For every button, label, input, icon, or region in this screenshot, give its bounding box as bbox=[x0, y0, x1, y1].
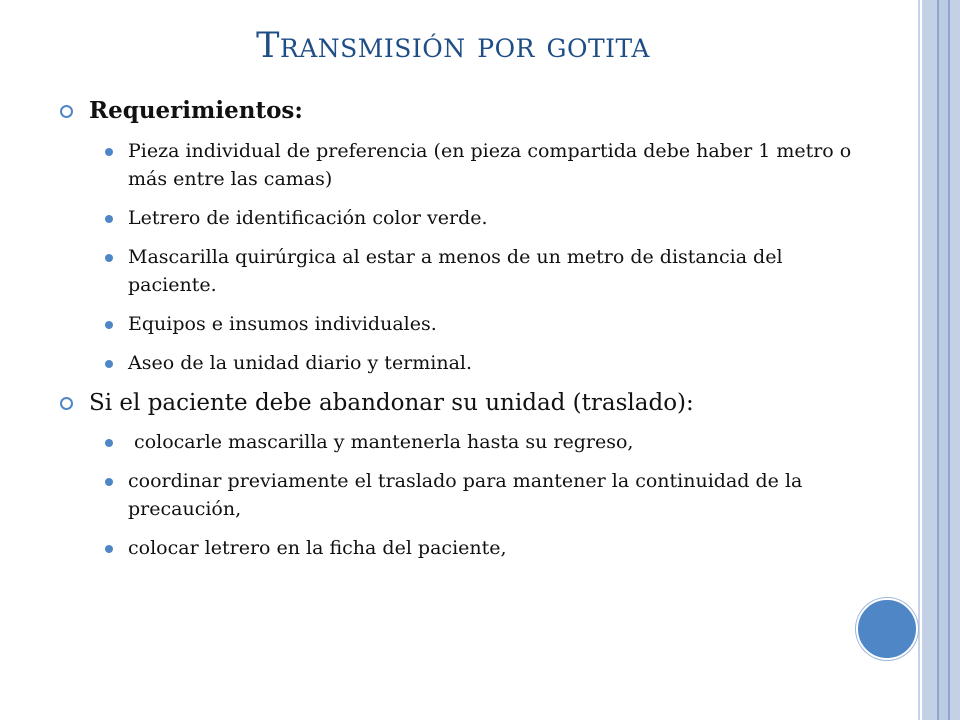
list-item-text: colocar letrero en la ficha del paciente, bbox=[128, 537, 507, 559]
dot-bullet-icon bbox=[105, 478, 113, 486]
dot-bullet-icon bbox=[105, 545, 113, 553]
dot-bullet-icon bbox=[105, 321, 113, 329]
dot-bullet-icon bbox=[105, 254, 113, 262]
list-item-text: Pieza individual de preferencia (en pieza compartida debe haber 1 metro o más entre las camas) bbox=[128, 140, 852, 190]
dot-bullet-icon bbox=[105, 215, 113, 223]
list-item-text: colocarle mascarilla y mantenerla hasta su regreso, bbox=[128, 431, 634, 453]
slide-title: Transmisión por gotita bbox=[256, 26, 650, 66]
dot-bullet-icon bbox=[105, 148, 113, 156]
list-item-text: Letrero de identificación color verde. bbox=[128, 207, 488, 229]
decorative-circle bbox=[856, 598, 918, 660]
decorative-stripes bbox=[918, 0, 960, 720]
stripe bbox=[939, 0, 948, 720]
list-item-text: Aseo de la unidad diario y terminal. bbox=[128, 352, 473, 374]
list-item-text: coordinar previamente el traslado para mantener la continuidad de la precaución, bbox=[128, 470, 803, 520]
stripe bbox=[950, 0, 960, 720]
list-item bbox=[105, 243, 860, 299]
dot-bullet-icon bbox=[105, 439, 113, 447]
list-item bbox=[105, 137, 860, 193]
list-item-text: Mascarilla quirúrgica al estar a menos de un metro de distancia del paciente. bbox=[128, 246, 783, 296]
section-heading bbox=[60, 96, 860, 126]
list-item bbox=[105, 428, 860, 456]
list-item bbox=[105, 467, 860, 523]
list-item-text: Equipos e insumos individuales. bbox=[128, 313, 437, 335]
list-item bbox=[105, 534, 860, 562]
slide-content bbox=[60, 96, 860, 573]
ring-bullet-icon bbox=[60, 105, 73, 118]
list-item bbox=[105, 310, 860, 338]
stripe bbox=[922, 0, 937, 720]
stripe bbox=[918, 0, 920, 720]
section-heading-text: Si el paciente debe abandonar su unidad (traslado): bbox=[89, 390, 694, 416]
list-item bbox=[105, 349, 860, 377]
section-heading-text: Requerimientos: bbox=[89, 97, 303, 124]
ring-bullet-icon bbox=[60, 397, 73, 410]
dot-bullet-icon bbox=[105, 360, 113, 368]
list-item bbox=[105, 204, 860, 232]
section-heading bbox=[60, 388, 860, 418]
